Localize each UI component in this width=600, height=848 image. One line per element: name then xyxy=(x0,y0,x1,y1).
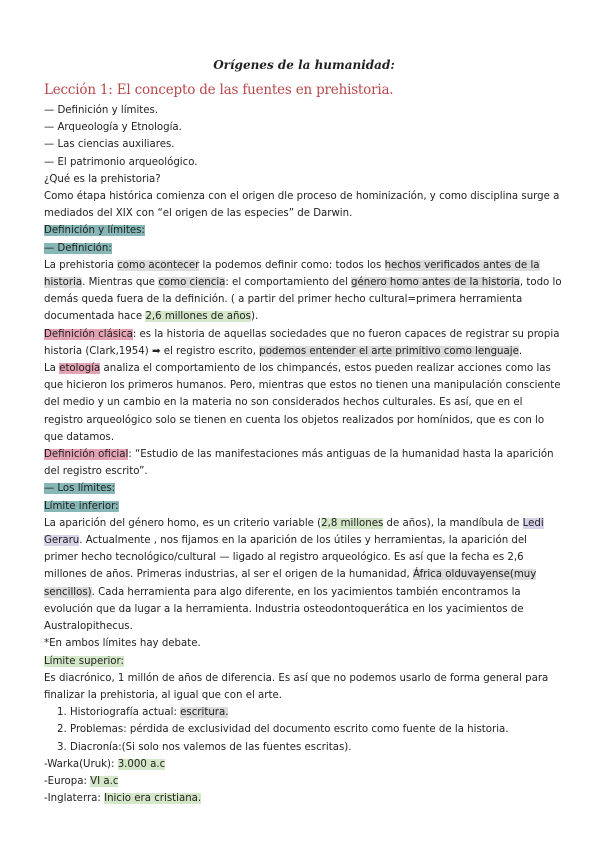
subheading-definition: — Definición: xyxy=(44,242,112,254)
note: *En ambos límites hay debate. xyxy=(44,638,201,650)
question: ¿Qué es la prehistoria? xyxy=(44,173,161,185)
list-item: 2. Problemas: pérdida de exclusividad del documento escrito como fuente de la historia. xyxy=(70,721,564,738)
document-page xyxy=(44,58,564,807)
outline-item: — Definición y límites. xyxy=(44,102,564,119)
paragraph-ethology: La etología analiza el comportamiento de los chimpancés, estos pueden realizar acciones como las que hicieron los primeros humanos. Pero, mientras que estos no tienen una manipulación consciente del medio y un cambio en la materia no son considerados hechos culturales. Es así, que en el registro arqueológico solo se tienen en cuenta los objetos realizados por homínidos, que es con lo que datamos. xyxy=(44,363,561,443)
intro-paragraph: Como étapa histórica comienza con el origen dle proceso de hominización, y como disciplina surge a mediados del XIX con “el origen de las especies” de Darwin. xyxy=(44,191,560,220)
outline-item: — Las ciencias auxiliares. xyxy=(44,136,564,153)
section-heading-definition-limits: Definición y límites: xyxy=(44,225,145,237)
subheading-limits: — Los límites: xyxy=(44,483,116,495)
list-item: 1. Historiografía actual: escritura. xyxy=(70,704,564,721)
paragraph-official-definition: Definición oficial: “Estudio de las manifestaciones más antiguas de la humanidad hasta la aparición del registro escrito”. xyxy=(44,449,554,478)
place-europa: -Europa: VI a.c xyxy=(44,775,119,787)
subheading-upper-limit: Límite superior: xyxy=(44,655,124,667)
outline-item: — El patrimonio arqueológico. xyxy=(44,154,564,171)
place-inglaterra: -Inglaterra: Inicio era cristiana. xyxy=(44,793,202,805)
lesson-heading: Lección 1: El concepto de las fuentes en prehistoria. xyxy=(44,82,394,98)
paragraph-definition: La prehistoria como acontecer la podemos definir como: todos los hechos verificados antes de la historia. Mientras que como ciencia: el comportamiento del género homo antes de la historia, todo lo demás queda fuera de la definición. ( a partir del primer hecho cultural=primera herramienta documentada hace 2,6 millones de años). xyxy=(44,259,562,323)
place-warka: -Warka(Uruk): 3.000 a.c xyxy=(44,758,166,770)
paragraph-lower-limit: La aparición del género homo, es un criterio variable (2,8 millones de años), la mandíbula de Ledi Geraru. Actualmente , nos fijamos en la aparición de los útiles y herramientas, la aparición del primer hecho tecnológico/cultural — ligado al registro arqueológico. Es así que la fecha es 2,6 millones de años. Primeras industrias, al ser el origen de la humanidad, África olduvayense(muy sencillos). Cada herramienta para algo diferente, en los yacimientos también encontramos la evolución que da lugar a la herramienta. Industria osteodontoquerática en los yacimientos de Australopithecus. xyxy=(44,517,544,633)
paragraph-upper-limit: Es diacrónico, 1 millón de años de diferencia. Es así que no podemos usarlo de forma general para finalizar la prehistoria, al igual que con el arte. xyxy=(44,672,549,701)
outline-item: — Arqueología y Etnología. xyxy=(44,119,564,136)
document-title: Orígenes de la humanidad: xyxy=(213,58,395,72)
paragraph-classic-definition: Definición clásica: es la historia de aquellas sociedades que no fueron capaces de registrar su propia historia (Clark,1954) ➡ el registro escrito, podemos entender el arte primitivo como lenguaje. xyxy=(44,328,560,357)
list-item: 3. Diacronía:(Si solo nos valemos de las fuentes escritas). xyxy=(70,739,564,756)
subheading-lower-limit: Límite inferior: xyxy=(44,500,119,512)
numbered-list xyxy=(44,704,564,756)
